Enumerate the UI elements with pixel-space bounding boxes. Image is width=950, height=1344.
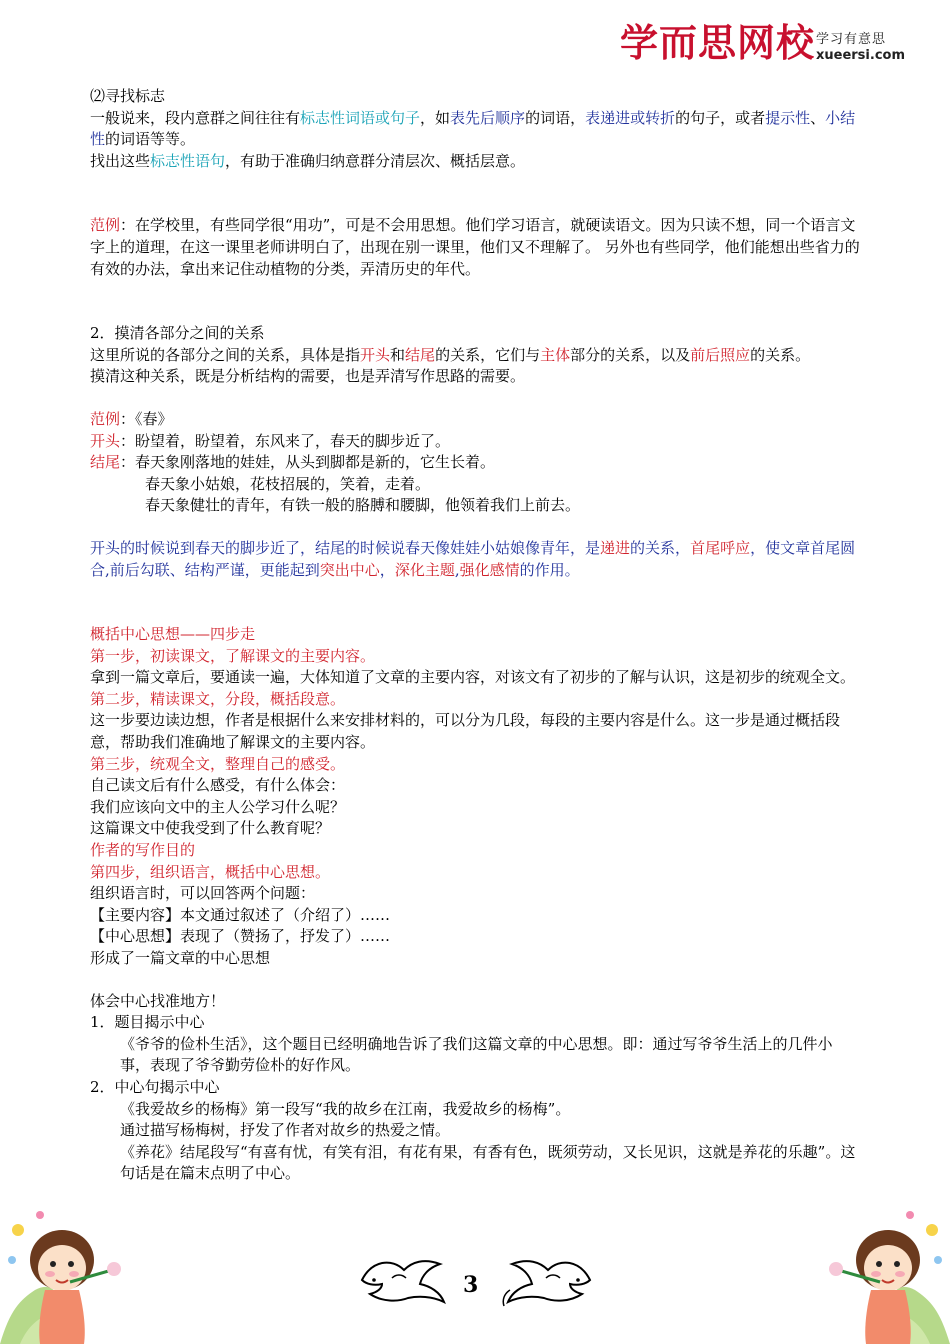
- paragraph: 拿到一篇文章后，要通读一遍，大体知道了文章的主要内容，对该文有了初步的了解与认识，这是初步的统观全文。: [90, 668, 856, 687]
- example-paragraph: 范例：在学校里，有些同学很“用功”，可是不会用思想。他们学习语言，就硬读语文。因为只读不想，同一个语言文字上的道理，在这一课里老师讲明白了，出现在别一课里，他们又不理解了。 另外也有些同学，他们能想出些省力的有效的办法，拿出来记住动植物的分类，弄清历史的年代。: [90, 216, 860, 278]
- paragraph: 【主要内容】本文通过叙述了（介绍了）……: [90, 905, 391, 924]
- dove-left-icon: [352, 1250, 452, 1310]
- dove-right-icon: [500, 1250, 600, 1310]
- logo-text: 学而思网校: [620, 21, 816, 65]
- paragraph: 这里所说的各部分之间的关系，具体是指开头和结尾的关系，它们与主体部分的关系，以及前后照应的关系。: [90, 345, 811, 364]
- step-title: 第一步，初读课文，了解课文的主要内容。: [90, 646, 376, 665]
- paragraph: 这篇课文中使我受到了什么教育呢？: [90, 819, 331, 838]
- step-title: 第四步，组织语言，概括中心思想。: [90, 862, 331, 881]
- example-label: 范例: [90, 216, 121, 235]
- list-item-text: 《爷爷的俭朴生活》，这个题目已经明确地告诉了我们这篇文章的中心思想。即：通过写爷爷生活上的几件小事，表现了爷爷勤劳俭朴的好作风。: [120, 1034, 833, 1075]
- paragraph: 【中心思想】表现了（赞扬了，抒发了）……: [90, 927, 391, 946]
- section-heading: 2．摸清各部分之间的关系: [90, 324, 265, 343]
- paragraph: 我们应该向文中的主人公学习什么呢？: [90, 797, 346, 816]
- paragraph: 摸清这种关系，既是分析结构的需要，也是弄清写作思路的需要。: [90, 367, 526, 386]
- section-heading: 概括中心思想——四步走: [90, 625, 256, 644]
- paragraph: 这一步要边读边想，作者是根据什么来安排材料的，可以分为几段，每段的主要内容是什么。这一步是通过概括段意，帮助我们准确地了解课文的主要内容。: [90, 711, 841, 752]
- girl-flower-left-icon: [0, 1190, 130, 1344]
- logo-url: xueersi.com: [816, 48, 906, 63]
- paragraph: 组织语言时，可以回答两个问题：: [90, 884, 316, 903]
- paragraph: 一般说来，段内意群之间往往有标志性词语或句子，如表先后顺序的词语，表递进或转折的句子，或者提示性、小结性的词语等等。: [90, 108, 856, 149]
- section-heading: ⑵寻找标志: [90, 87, 166, 105]
- page-footer: [0, 1150, 950, 1344]
- paragraph: 自己读文后有什么感受，有什么体会：: [90, 776, 346, 795]
- example-opening: 开头：盼望着，盼望着，东风来了，春天的脚步近了。: [90, 431, 451, 450]
- list-item-text: 《我爱故乡的杨梅》第一段写“我的故乡在江南，我爱故乡的杨梅”。: [120, 1099, 571, 1118]
- list-item-title: 2．中心句揭示中心: [90, 1077, 220, 1096]
- step-title: 第三步，统观全文，整理自己的感受。: [90, 754, 346, 773]
- list-item-title: 1．题目揭示中心: [90, 1013, 205, 1032]
- list-item-text: 通过描写杨梅树，抒发了作者对故乡的热爱之情。: [120, 1121, 451, 1140]
- example-ending-line: 春天象小姑娘，花枝招展的，笑着，走着。: [145, 474, 431, 493]
- paragraph: 找出这些标志性语句，有助于准确归纳意群分清层次、概括层意。: [90, 151, 526, 170]
- list-item-text: 《养花》结尾段写“有喜有忧，有笑有泪，有花有果，有香有色，既须劳动，又长见识，这就是养花的乐趣”。这句话是在篇末点明了中心。: [120, 1142, 856, 1183]
- section-heading: 体会中心找准地方！: [90, 991, 226, 1010]
- logo-slogan: 学习有意思: [816, 32, 887, 47]
- paragraph: 形成了一篇文章的中心思想: [90, 949, 271, 967]
- example-ending-line: 春天象健壮的青年，有铁一般的胳膊和腰脚，他领着我们上前去。: [145, 496, 581, 515]
- step-title: 第二步，精读课文，分段，概括段意。: [90, 689, 346, 708]
- example-title: 范例：《春》: [90, 409, 173, 428]
- page-number: 3: [463, 1272, 479, 1298]
- brand-logo: [620, 20, 912, 70]
- paragraph: 作者的写作目的: [90, 841, 196, 860]
- example-label: 范例: [90, 409, 121, 428]
- example-ending: 结尾：春天象刚落地的娃娃，从头到脚都是新的，它生长着。: [90, 453, 496, 472]
- analysis-paragraph: 开头的时候说到春天的脚步近了，结尾的时候说春天像娃娃小姑娘像青年，是递进的关系，首尾呼应，使文章首尾圆合,前后勾联、结构严谨，更能起到突出中心，深化主题,强化感情的作用。: [90, 538, 856, 579]
- girl-flower-right-icon: [820, 1190, 950, 1344]
- document-body: [90, 86, 862, 1185]
